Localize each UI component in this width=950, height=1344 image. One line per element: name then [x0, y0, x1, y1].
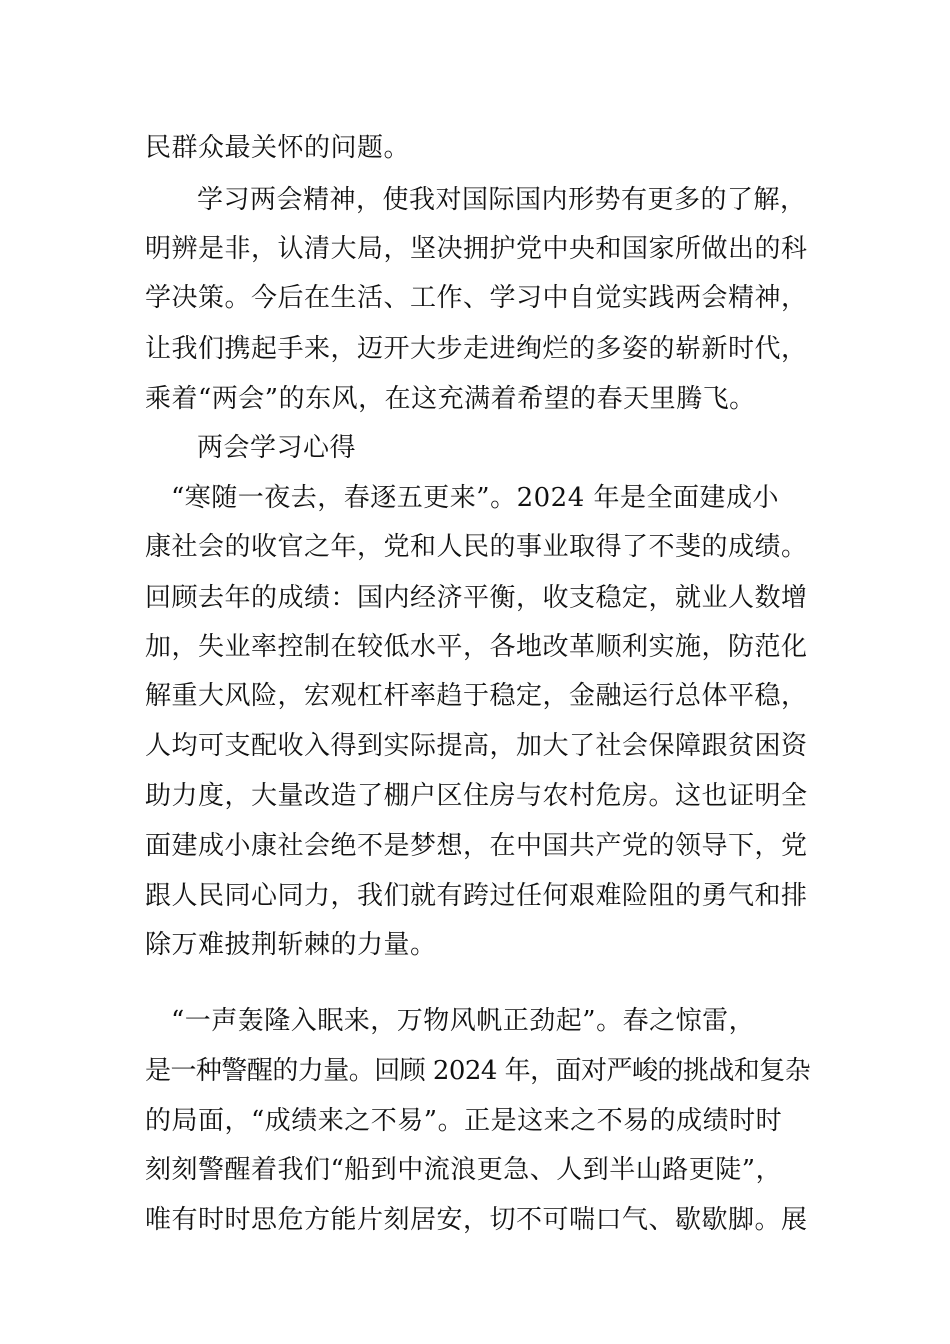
text-line: 面建成小康社会绝不是梦想，在中国共产党的领导下，党 — [145, 831, 808, 861]
text-line: “一声轰隆入眠来，万物风帆正劲起”。春之惊雷， — [171, 1006, 756, 1036]
text-line: 解重大风险，宏观杠杆率趋于稳定，金融运行总体平稳， — [145, 681, 808, 711]
text-line: 学决策。今后在生活、工作、学习中自觉实践两会精神， — [145, 283, 808, 313]
text-line: 学习两会精神，使我对国际国内形势有更多的了解， — [197, 185, 807, 215]
text-line: 乘着“两会”的东风，在这充满着希望的春天里腾飞。 — [145, 384, 756, 414]
text-line: 跟人民同心同力，我们就有跨过任何艰难险阻的勇气和排 — [145, 881, 808, 911]
section-heading: 两会学习心得 — [197, 433, 357, 463]
text-line: 唯有时时思危方能片刻居安，切不可喘口气、歇歇脚。展 — [145, 1205, 808, 1235]
text-line: 是一种警醒的力量。回顾 2024 年，面对严峻的挑战和复杂 — [145, 1056, 811, 1086]
text-line: 回顾去年的成绩：国内经济平衡，收支稳定，就业人数增 — [145, 583, 808, 613]
text-line: 除万难披荆斩棘的力量。 — [145, 930, 437, 960]
text-line: 明辨是非，认清大局，坚决拥护党中央和国家所做出的科 — [145, 234, 808, 264]
text-line: 康社会的收官之年，党和人民的事业取得了不斐的成绩。 — [145, 532, 808, 562]
text-line: 民群众最关怀的问题。 — [145, 133, 411, 163]
text-line: 助力度，大量改造了棚户区住房与农村危房。这也证明全 — [145, 781, 808, 811]
text-line: 加，失业率控制在较低水平，各地改革顺利实施，防范化 — [145, 632, 808, 662]
text-line: 人均可支配收入得到实际提高，加大了社会保障跟贫困资 — [145, 731, 808, 761]
text-line: 的局面，“成绩来之不易”。正是这来之不易的成绩时时 — [145, 1106, 783, 1136]
text-line: 让我们携起手来，迈开大步走进绚烂的多姿的崭新时代， — [145, 334, 808, 364]
text-line: 刻刻警醒着我们“船到中流浪更急、人到半山路更陡”， — [145, 1155, 783, 1185]
text-line: “寒随一夜去，春逐五更来”。2024 年是全面建成小 — [171, 483, 780, 513]
